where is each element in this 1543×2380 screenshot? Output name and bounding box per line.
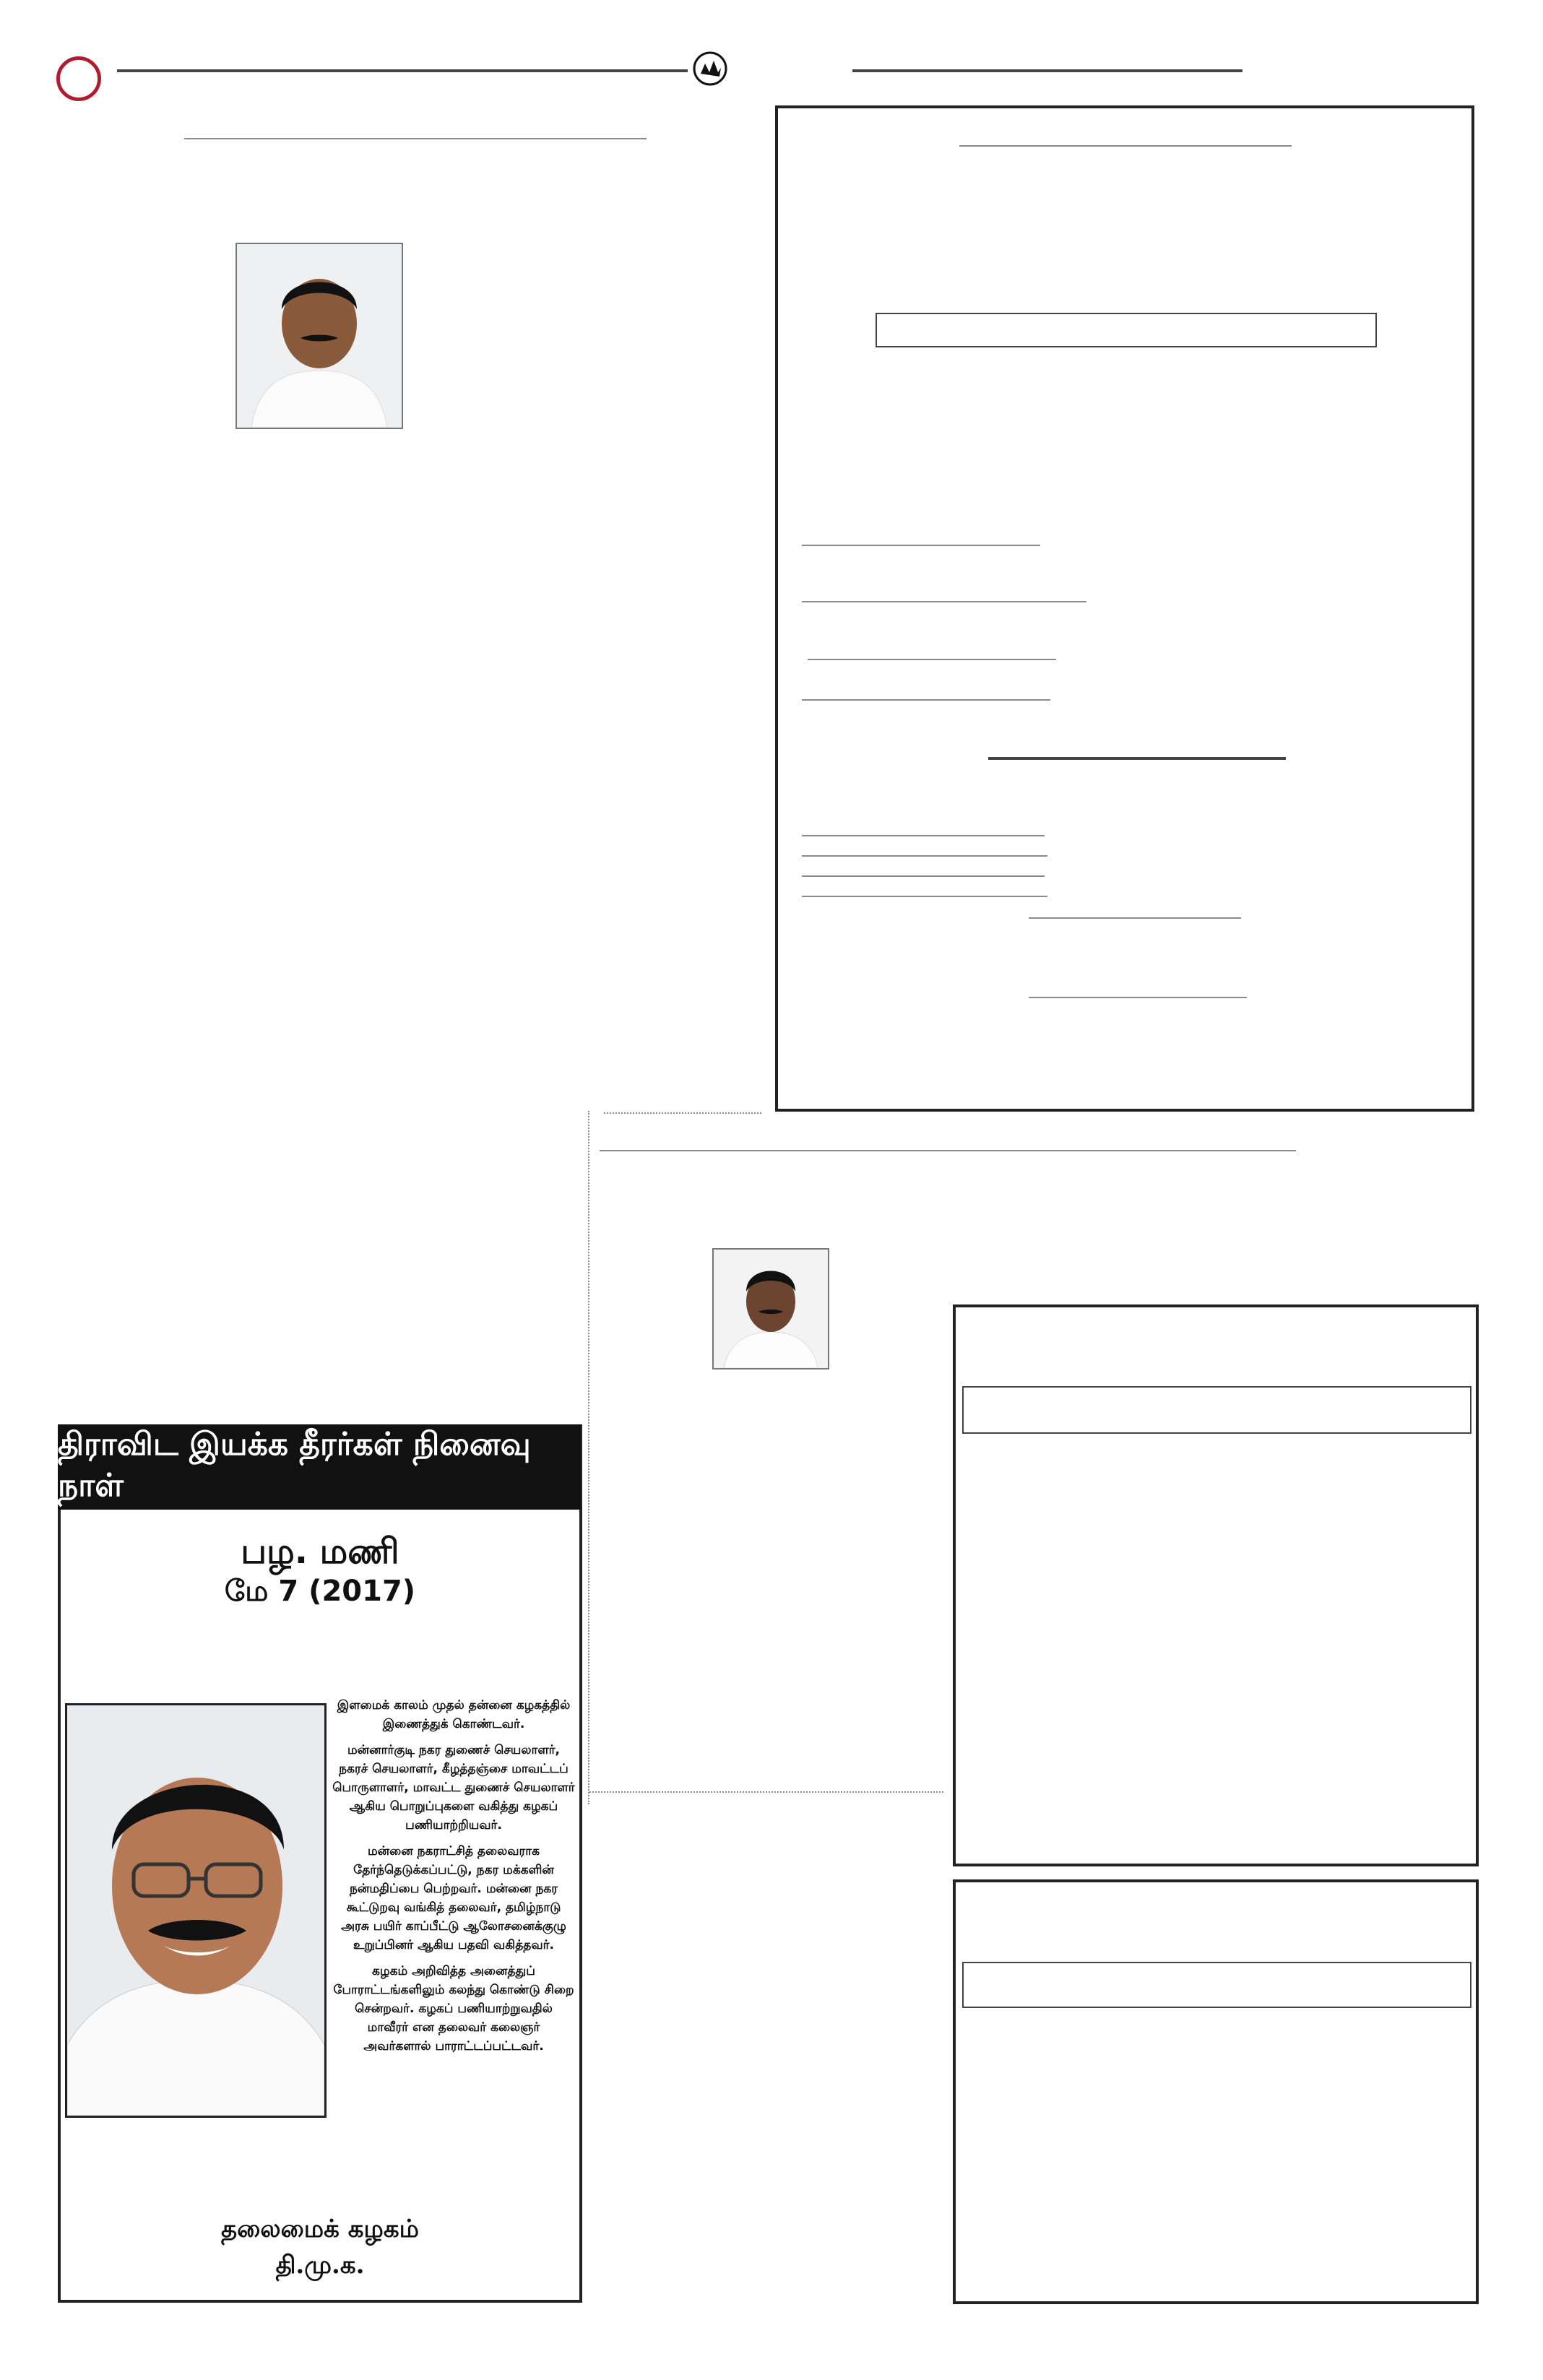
boxed-article-bottom-right	[953, 1879, 1479, 2304]
box-subheading-frame	[962, 1386, 1471, 1434]
memorial-footer-party: தி.மு.க.	[275, 2251, 365, 2280]
box-subheading-frame	[876, 313, 1377, 347]
memorial-biography	[332, 1696, 575, 2063]
memorial-date: மே 7 (2017)	[224, 1575, 416, 1608]
article-headline-rule	[600, 1150, 1296, 1151]
header-rule-right	[852, 69, 1242, 72]
rising-sun-emblem-icon	[692, 51, 728, 87]
portrait-photo-member	[712, 1248, 829, 1369]
portrait-photo-leader	[235, 243, 403, 429]
memorial-name: பழ. மணி	[241, 1531, 399, 1572]
text-line	[1029, 997, 1247, 998]
box-subheading-frame	[962, 1962, 1471, 2008]
dotted-separator	[589, 1791, 943, 1793]
dotted-separator	[604, 1112, 761, 1114]
text-line	[802, 896, 1047, 897]
text-line	[808, 659, 1056, 660]
article-headline-rule	[184, 138, 647, 139]
text-line	[1029, 917, 1241, 919]
text-line	[802, 835, 1045, 836]
memorial-header: திராவிட இயக்க தீரர்கள் நினைவு நாள்	[58, 1424, 581, 1510]
dotted-column-divider	[588, 1111, 589, 1804]
page-number-circle	[56, 56, 101, 101]
text-line	[802, 855, 1047, 857]
box-headline-rule	[959, 145, 1292, 147]
memorial-footer-org: தலைமைக் கழகம்	[221, 2215, 419, 2243]
box-section-rule	[988, 757, 1286, 760]
memorial-portrait-photo	[65, 1703, 327, 2118]
boxed-article-top-right	[775, 105, 1474, 1112]
text-line	[802, 545, 1040, 546]
bio-paragraph: கழகம் அறிவித்த அனைத்துப் போராட்டங்களிலும் கலந்து கொண்டு சிறை சென்றவர். கழகப் பணியாற்றுவதில் மாவீரர் என தலைவர் கலைஞர் அவர்களால் பாராட்டப்பட்டவர்.	[333, 1964, 574, 2054]
bio-paragraph: மன்னை நகராட்சித் தலைவராக தேர்ந்தெடுக்கப்பட்டு, நகர மக்களின் நன்மதிப்பை பெற்றவர். மன்னை நகர கூட்டுறவு வங்கித் தலைவர், தமிழ்நாடு அரசு பயிர் காப்பீட்டு ஆலோசனைக்குழு உறுப்பினர் ஆகிய பதவி வகித்தவர்.	[341, 1844, 566, 1952]
text-line	[802, 601, 1086, 602]
text-line	[802, 699, 1050, 701]
header-rule-left	[117, 69, 688, 72]
text-line	[802, 875, 1045, 877]
bio-paragraph: மன்னார்குடி நகர துணைச் செயலாளர், நகரச் செயலாளர், கீழத்தஞ்சை மாவட்டப் பொருளாளர், மாவட்ட துணைச் செயலாளர் ஆகிய பொறுப்புகளை வகித்து கழகப் பணியாற்றியவர்.	[332, 1743, 575, 1832]
bio-paragraph: இளமைக் காலம் முதல் தன்னை கழகத்தில் இணைத்துக் கொண்டவர்.	[337, 1698, 571, 1731]
